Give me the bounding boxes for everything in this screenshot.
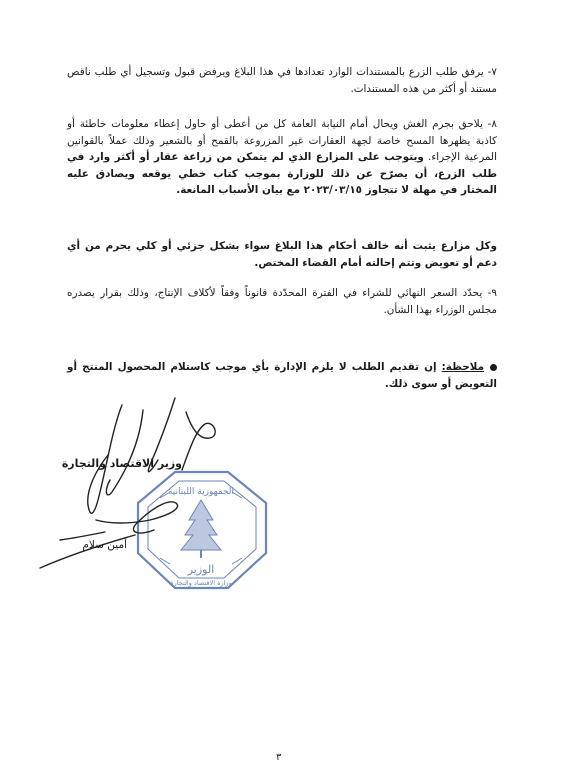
seal-bottom-text: وزارة الاقتصاد والتجارة [170,579,232,587]
item-8-text: ٨- يلاحق بجرم الغش ويحال أمام النيابة العامة كل من أعطى أو حاول إعطاء معلومات خاطئة أو كاذبة يظهرها المسح خاصة لجهة العقارات غير المزروعة بالقمح أو بالشعير وذلك عملاً بالقوانين المرعية الإجراء. [67,118,497,164]
note-label: ملاحظة: [441,361,484,373]
signatory-name: أمين سلام [82,539,127,551]
signatory-title: وزير الاقتصاد والتجارة [61,457,182,470]
item-9: ٩- يحدّد السعر النهائي للشراء في الفترة المحدّدة قانوناً وفقاً لأكلاف الإنتاج، وذلك بقرار يصدره مجلس الوزراء بهذا الشأن. [67,287,497,316]
note-text: إن تقديم الطلب لا يلزم الإدارة بأي موجب كاستلام المحصول المنتج أو التعويض أو سوى ذلك. [67,361,497,390]
farmer-penalty-paragraph: وكل مزارع يثبت أنه خالف أحكام هذا البلاغ سواء بشكل جزئي أو كلي يحرم من أي دعم أو تعويض وتتم إحالته أمام القضاء المختص. [67,240,497,269]
item-8-bold-text: ويتوجب على المزارع الذي لم يتمكن من زراعة عقار أو أكثر وارد في طلب الزرع، أن يصرّح عن ذلك للوزارة بموجب كتاب خطي يوقعه ويصادق عليه المختار في مهلة لا تتجاوز ٢٠٢٣/٠٣/١٥ مع بيان الأسباب المانعة. [67,151,497,197]
seal-top-text: الجمهورية اللبنانية [167,487,235,497]
page-number: ٣ [276,752,282,763]
seal-center-text: الوزير [187,563,215,576]
item-7: ٧- يرفق طلب الزرع بالمستندات الوارد تعدادها في هذا البلاغ ويرفض قبول وتسجيل أي طلب ناقص مستند أو أكثر من هذه المستندات. [67,66,497,95]
